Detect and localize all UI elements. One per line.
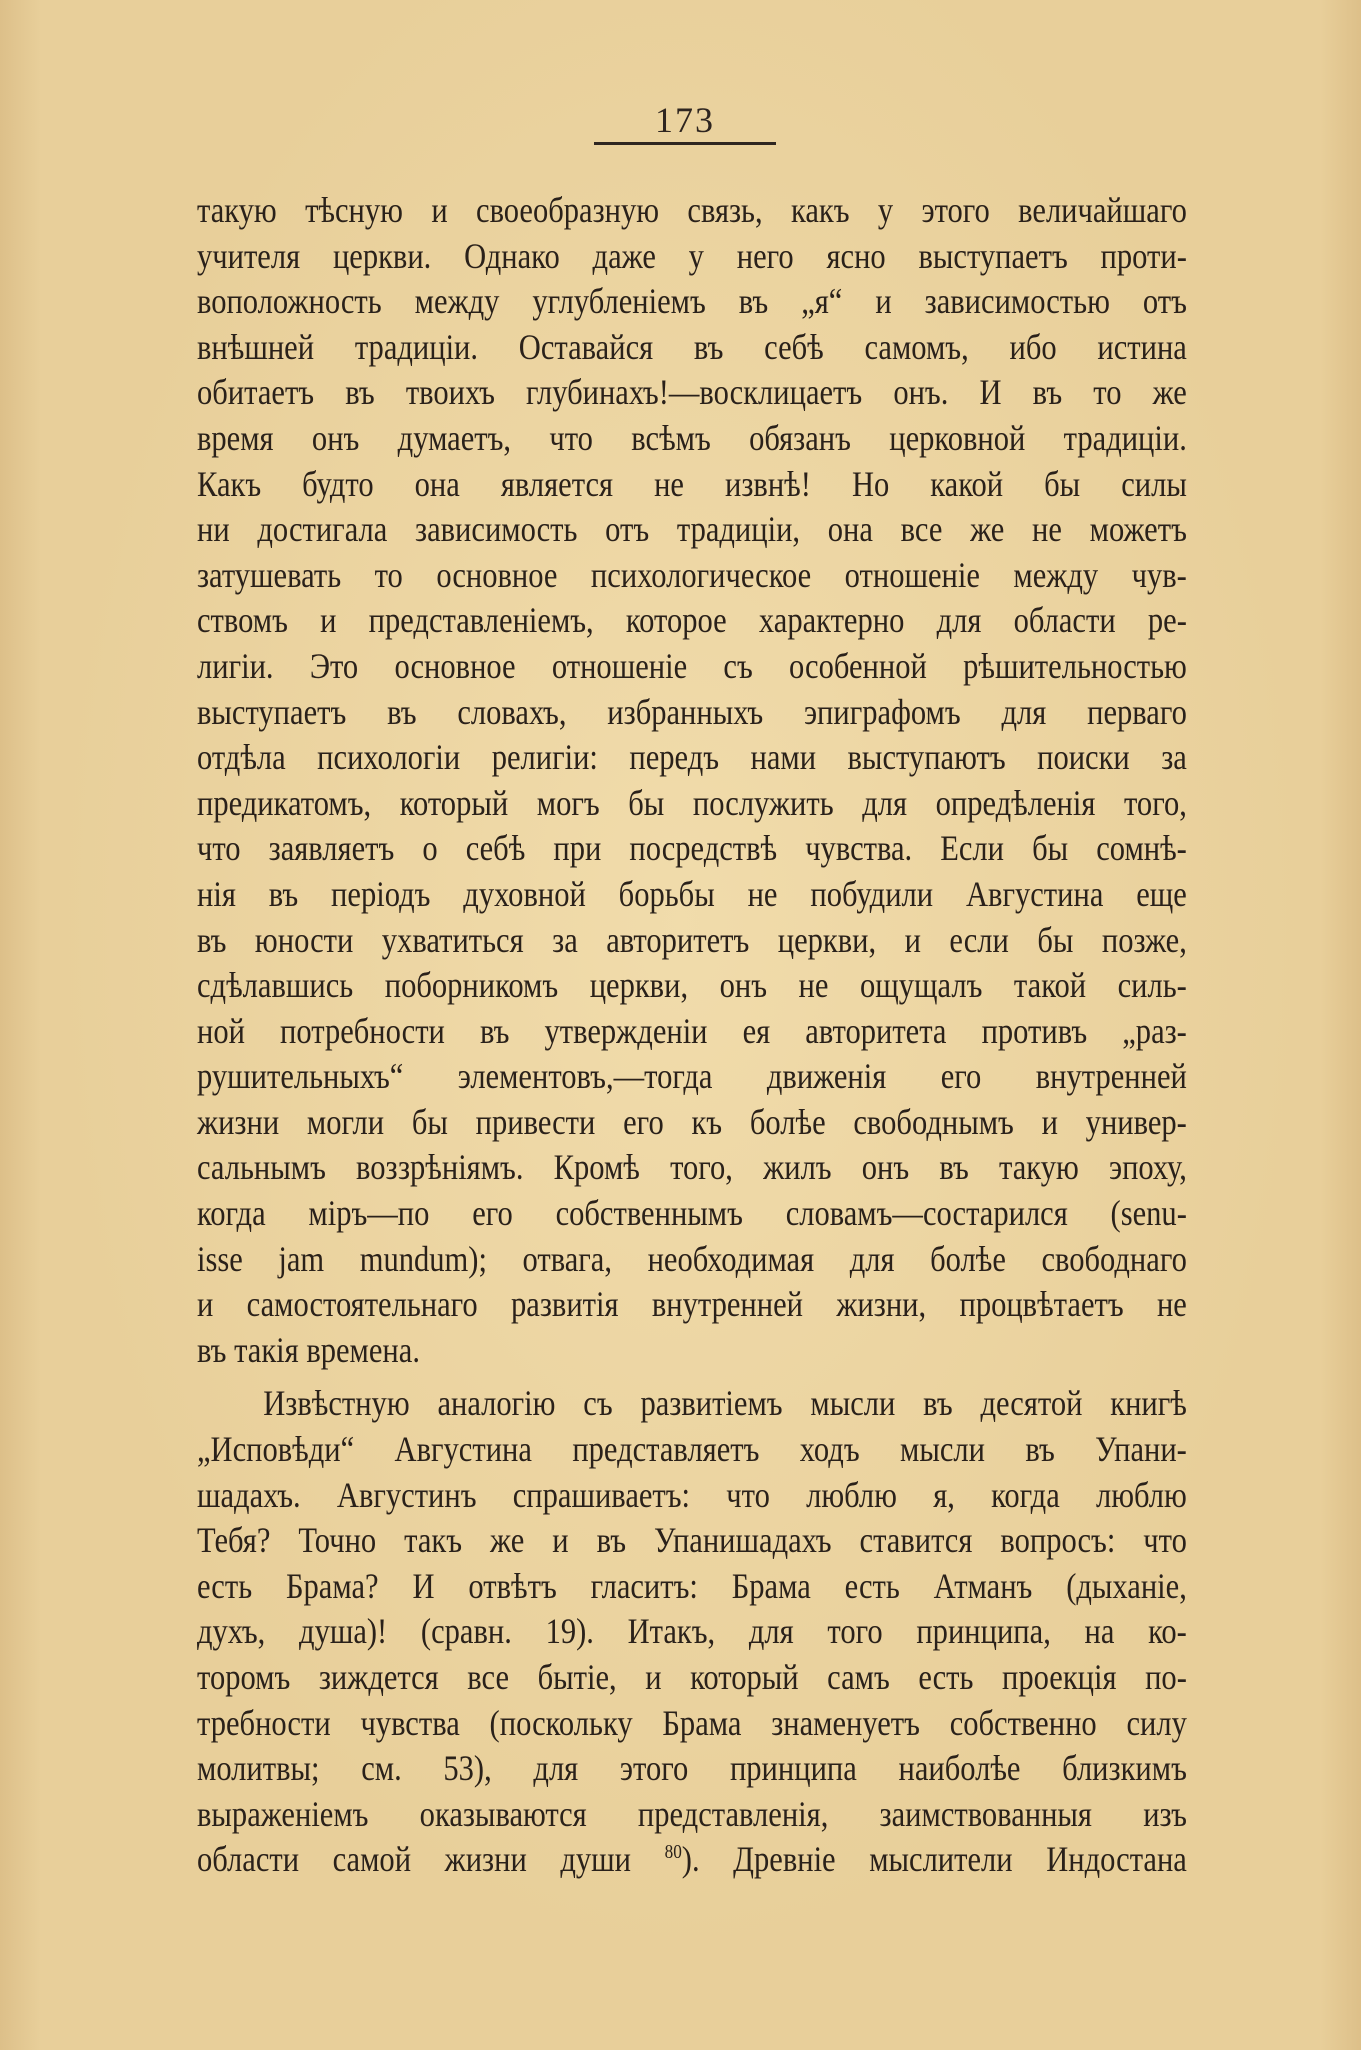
text-line: обитаетъ въ твоихъ глубинахъ!—восклицаетъ онъ. И въ то же	[197, 372, 1187, 413]
paragraph-1	[197, 188, 1187, 1373]
text-line: рушительныхъ“ элементовъ,—тогда движенія его внутренней	[197, 1056, 1187, 1097]
text-line: сальнымъ воззрѣніямъ. Кромѣ того, жилъ онъ въ такую эпоху,	[197, 1147, 1187, 1188]
text-line: Тебя? Точно такъ же и въ Упанишадахъ ставится вопросъ: что	[197, 1520, 1187, 1561]
text-line: isse jam mundum); отвага, необходимая для болѣе свободнаго	[197, 1238, 1187, 1279]
text-line: воположность между углубленіемъ въ „я“ и зависимостью отъ	[197, 281, 1187, 322]
text-line: въ юности ухватиться за авторитетъ церкви, и если бы позже,	[197, 919, 1187, 960]
text-line: Какъ будто она является не извнѣ! Но какой бы силы	[197, 463, 1187, 504]
text-fragment: области самой жизни души	[197, 1839, 665, 1880]
text-line: что заявляетъ о себѣ при посредствѣ чувства. Если бы сомнѣ-	[197, 828, 1187, 869]
text-fragment: ). Древніе мыслители Индостана	[681, 1839, 1187, 1880]
text-line: есть Брама? И отвѣтъ гласитъ: Брама есть Атманъ (дыханіе,	[197, 1565, 1187, 1606]
text-line: сдѣлавшись поборникомъ церкви, онъ не ощущалъ такой силь-	[197, 965, 1187, 1006]
text-line: выступаетъ въ словахъ, избранныхъ эпиграфомъ для перваго	[197, 691, 1187, 732]
text-line: Извѣстную аналогію съ развитіемъ мысли въ десятой книгѣ	[263, 1383, 1187, 1424]
text-line: отдѣла психологіи религіи: передъ нами выступаютъ поиски за	[197, 737, 1187, 778]
text-line: жизни могли бы привести его къ болѣе свободнымъ и универ-	[197, 1101, 1187, 1142]
footnote-reference: 80	[664, 1841, 682, 1864]
text-line: нія въ періодъ духовной борьбы не побудили Августина еще	[197, 873, 1187, 914]
header-rule	[594, 142, 776, 145]
text-line: предикатомъ, который могъ бы послужить для опредѣленія того,	[197, 782, 1187, 823]
paragraph-2	[197, 1381, 1187, 1883]
text-line: когда міръ—по его собственнымъ словамъ—состарился (senu-	[197, 1193, 1187, 1234]
text-line: ной потребности въ утвержденіи ея авторитета противъ „раз-	[197, 1010, 1187, 1051]
text-line: затушевать то основное психологическое отношеніе между чув-	[197, 554, 1187, 595]
text-line: въ такія времена.	[197, 1329, 420, 1370]
text-line: время онъ думаетъ, что всѣмъ обязанъ церковной традиціи.	[197, 417, 1187, 458]
text-line: и самостоятельнаго развитія внутренней жизни, процвѣтаетъ не	[197, 1284, 1187, 1325]
text-line-with-footnote	[197, 1837, 1187, 1883]
page-header	[590, 98, 780, 145]
text-line: учителя церкви. Однако даже у него ясно выступаетъ проти-	[197, 235, 1187, 276]
body-text	[197, 188, 1187, 1883]
text-line: ствомъ и представленіемъ, которое характерно для области ре-	[197, 600, 1187, 641]
text-line: „Исповѣди“ Августина представляетъ ходъ мысли въ Упани-	[197, 1429, 1187, 1470]
text-line: торомъ зиждется все бытіе, и который самъ есть проекція по-	[197, 1657, 1187, 1697]
text-line: лигіи. Это основное отношеніе съ особенной рѣшительностью	[197, 645, 1187, 686]
text-line: молитвы; см. 53), для этого принципа наиболѣе близкимъ	[197, 1748, 1187, 1789]
text-line: выраженіемъ оказываются представленія, заимствованныя изъ	[197, 1793, 1187, 1834]
text-line: ни достигала зависимость отъ традиціи, она все же не можетъ	[197, 509, 1187, 550]
text-line: внѣшней традиціи. Оставайся въ себѣ самомъ, ибо истина	[197, 326, 1187, 367]
text-line: такую тѣсную и своеобразную связь, какъ у этого величайшаго	[197, 190, 1187, 230]
text-line: шадахъ. Августинъ спрашиваетъ: что люблю я, когда люблю	[197, 1474, 1187, 1515]
page-number: 173	[655, 100, 715, 140]
text-line: духъ, душа)! (сравн. 19). Итакъ, для того принципа, на ко-	[197, 1611, 1187, 1652]
text-line: требности чувства (поскольку Брама знаменуетъ собственно силу	[197, 1702, 1187, 1743]
